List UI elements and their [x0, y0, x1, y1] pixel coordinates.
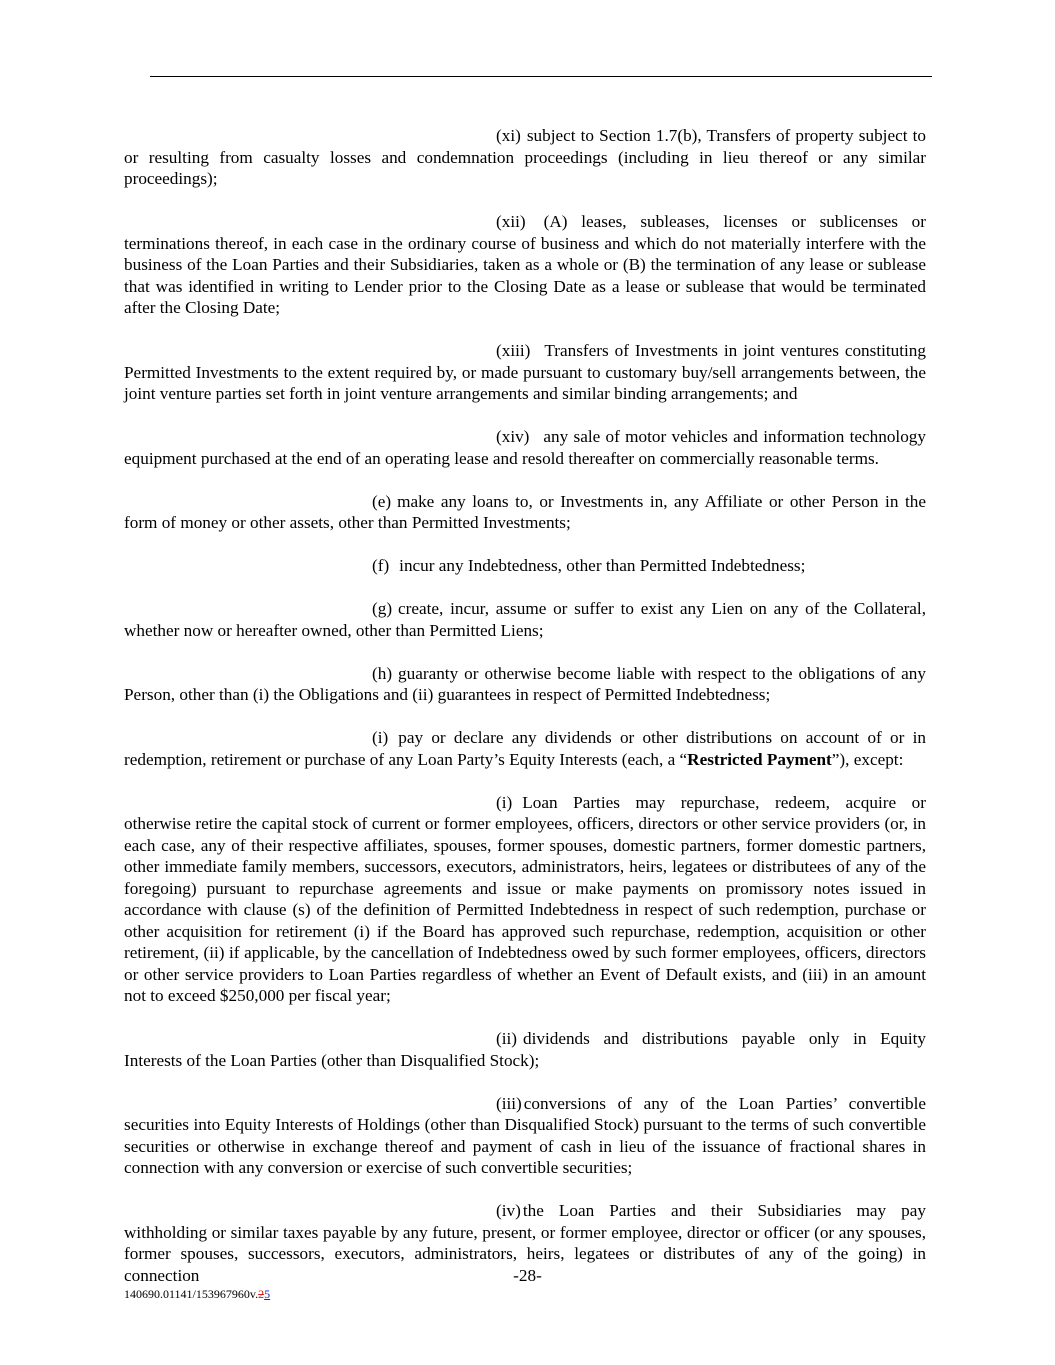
- version-inserted: 5: [264, 1287, 271, 1301]
- clause-f: [124, 555, 926, 577]
- clause-text: Loan Parties may repurchase, redeem, acquire or otherwise retire the capital stock of current or former employees, officers, directors or other service providers (or, in each case, any of their respective affiliates, spouses, former spouses, domestic partners, former domestic partners, other immediate family members, successors, executors, administrators, heirs, legatees or distributees of any of the foregoing) pursuant to repurchase agreements and issue or make payments on promissory notes issued in accordance with clause (s) of the definition of Permitted Indebtedness in respect of such redemption, purchase or other acquisition for retirement (i) if the Board has approved such repurchase, redemption, acquisition or other retirement, (ii) if applicable, by the cancellation of Indebtedness owed by such former employees, officers, directors or other service providers to Loan Parties regardless of whether an Event of Default exists, and (iii) in an amount not to exceed $250,000 per fiscal year;: [124, 792, 926, 1005]
- clause-i: [124, 727, 926, 770]
- clause-text: any sale of motor vehicles and information technology equipment purchased at the end of an operating lease and resold thereafter on commercially reasonable terms.: [124, 427, 926, 468]
- clause-h: [124, 663, 926, 706]
- clause-number: (f): [372, 556, 390, 575]
- clause-number: (xiii): [496, 341, 531, 360]
- clause-text: the Loan Parties and their Subsidiaries may pay withholding or similar taxes payable by any future, present, or former employee, director or officer (or any spouses, former spouses, successors, executors, administrators, heirs, legatees or distributes of any of the going) in connection: [124, 1201, 926, 1285]
- clause-iii-sub: [124, 1093, 926, 1179]
- clause-xiv: [124, 426, 926, 469]
- clause-number: (ii): [496, 1029, 517, 1048]
- clause-text: conversions of any of the Loan Parties’ convertible securities into Equity Interests of Holdings (other than Disqualified Stock) pursuant to the terms of such convertible securities or otherwise in exchange thereof and payment of cash in lieu of the issuance of fractional shares in connection with any conversion or exercise of such convertible securities;: [124, 1093, 926, 1177]
- version-deleted: 2: [258, 1287, 265, 1301]
- doc-id-prefix: 140690.01141/153967960v.: [124, 1287, 259, 1301]
- document-id: [124, 1286, 270, 1302]
- clause-i-sub: [124, 792, 926, 1007]
- clause-text: (A) leases, subleases, licenses or sublicenses or terminations thereof, in each case in the ordinary course of business and which do not materially interfere with the business of the Loan Parties and their Subsidiaries, taken as a whole or (B) the termination of any lease or sublease that was identified in writing to Lender prior to the Closing Date as a lease or sublease that would be terminated after the Closing Date;: [124, 212, 926, 317]
- clause-text: create, incur, assume or suffer to exist any Lien on any of the Collateral, whether now or hereafter owned, other than Permitted Liens;: [124, 599, 926, 640]
- document-body: [124, 125, 926, 1286]
- defined-term-restricted-payment: Restricted Payment: [687, 749, 832, 769]
- clause-text: make any loans to, or Investments in, any Affiliate or other Person in the form of money or other assets, other than Permitted Investments;: [124, 491, 926, 532]
- clause-number: (h): [372, 663, 393, 683]
- clause-number: (iv): [496, 1201, 521, 1220]
- clause-number: (xii): [496, 212, 526, 231]
- clause-number: (iii): [496, 1093, 522, 1113]
- clause-text-end: ”), except:: [831, 749, 904, 769]
- clause-xii: [124, 211, 926, 319]
- clause-text: subject to Section 1.7(b), Transfers of property subject to or resulting from casualty losses and condemnation proceedings (including in lieu thereof or any similar proceedings);: [124, 126, 926, 188]
- clause-xi: [124, 125, 926, 190]
- clause-g: [124, 598, 926, 641]
- clause-xiii: [124, 340, 926, 405]
- clause-number: (xi): [496, 126, 521, 145]
- clause-ii-sub: [124, 1028, 926, 1071]
- clause-number: (i): [372, 728, 389, 747]
- clause-number: (e): [372, 491, 392, 511]
- page-number: -28-: [513, 1266, 542, 1285]
- clause-text: pay or declare any dividends or other distributions on account of or in redemption, retirement or purchase of any Loan Party’s Equity Interests (each, a “: [124, 728, 926, 769]
- clause-number: (g): [372, 599, 393, 618]
- clause-number: (i): [496, 792, 513, 812]
- clause-e: [124, 491, 926, 534]
- clause-text: dividends and distributions payable only in Equity Interests of the Loan Parties (other than Disqualified Stock);: [124, 1029, 926, 1070]
- clause-text: guaranty or otherwise become liable with respect to the obligations of any Person, other than (i) the Obligations and (ii) guarantees in respect of Permitted Indebtedness;: [124, 663, 926, 704]
- clause-text: incur any Indebtedness, other than Permitted Indebtedness;: [399, 556, 806, 575]
- header-rule: [150, 76, 932, 77]
- clause-number: (xiv): [496, 427, 530, 446]
- clause-text: Transfers of Investments in joint ventures constituting Permitted Investments to the extent required by, or made pursuant to customary buy/sell arrangements between, the joint venture parties set forth in joint venture arrangements and similar binding arrangements; and: [124, 341, 926, 403]
